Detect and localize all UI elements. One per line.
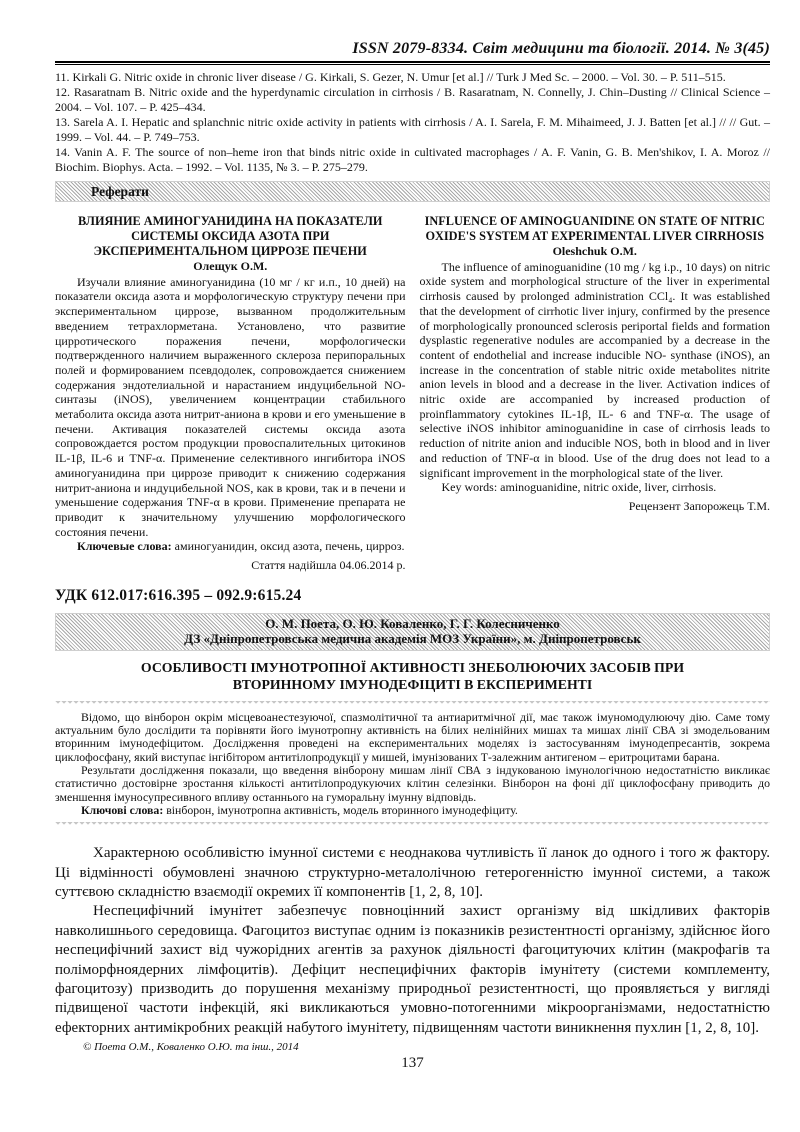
- abstract-author-en: Oleshchuk O.M.: [552, 244, 637, 258]
- copyright-note: © Поета О.М., Коваленко О.Ю. та інш., 2014: [83, 1041, 299, 1054]
- zigzag-divider-bottom: [55, 822, 770, 828]
- referaty-banner: [55, 181, 770, 202]
- abstract-title-ru: ВЛИЯНИЕ АМИНОГУАНИДИНА НА ПОКАЗАТЕЛИ СИСТЕМЫ ОКСИДА АЗОТА ПРИ ЭКСПЕРИМЕНТАЛЬНОМ ЦИРРОЗЕ ПЕЧЕНИ: [78, 214, 383, 258]
- abstract-keywords-en: [420, 480, 771, 495]
- abstract-author-ru: Олещук О.М.: [193, 259, 268, 273]
- abstract-column-russian: [55, 214, 406, 573]
- reference-item: 11. Kirkali G. Nitric oxide in chronic liver disease / G. Kirkali, S. Gezer, N. Umur [et al.] // Turk J Med Sc. – 2000. – Vol. 30. – P. 511–515.: [55, 70, 726, 84]
- keywords-label-en: Key words:: [441, 480, 498, 495]
- keywords-text-ru: аминогуанидин, оксид азота, печень, цирроз.: [171, 539, 405, 554]
- abstract-body-en: The influence of aminoguanidine (10 mg / kg i.p., 10 days) on nitric oxide system and morphological structure of the liver in experimental cirrhosis caused by prolonged administration CCl₄. It was established that the development of cirrhotic liver injury, confirmed by the presence of morphologically pronounced sclerosis periportal fields and formation dysplastic regenerative nodules are accompanied by a decrease in the content of endothelial and increase inducible NO- synthase (iNOS), an increase in the concentration of stable nitric oxide metabolites nitrite anion levels in blood and a decrease in the liver. Activation indices of nitric oxide are accompanied by increased production of proinflammatory cytokines IL-1β, IL- 6 and TNF-α. The usage of selective iNOS inhibitor aminoguanidine in case of cirrhosis leads to reduction of nitrite anion and inducible NOS, both in blood and in liver and reduction of TNF-α in blood. Use of the drug does not lead to a significant improvement in the morphological state of the liver.: [419, 259, 770, 480]
- body-paragraph: Характерною особливістю імунної системи є неоднакова чутливість її ланок до одного і того ж фактору. Ці відмінності обумовлені значною структурно-металолічною гетерогенністю імунної системи, а також суттєвою складністю взаємодії окремих її компонентів [1, 2, 8, 10].: [55, 845, 770, 900]
- keywords-text-uk: вінборон, імунотропна активність, модель вторинного імунодефіциту.: [163, 802, 518, 817]
- referaty-label: Реферати: [91, 183, 149, 199]
- body-paragraph: Неспецифічний імунітет забезпечує повноцінний захист організму від шкідливих факторів навколишнього середовища. Фагоцитоз виступає одним із показників резистентності організму, здійснює його неспецифічний захист від чужорідних агентів за рахунок діяльності фагоцитуючих клітин (макрофагів та поліморфноядерних лімфоцитів). Дефіцит неспецифічних факторів імунітету (системи комплементу, фагоцитозу) призводить до порушення механізму природньої резистентності, що проявляється у вигляді підвищеної частоти інфекцій, які викликаються умовно-потогенними мікроорганізмами, недостатністю ефекторних антимікробних реакцій набутого імунітету, підвищенням частоти виникнення пухлин [1, 2, 8, 10].: [55, 903, 770, 1036]
- article-abstract: [55, 711, 770, 817]
- article-body: [55, 844, 770, 1038]
- udk-code: УДК 612.017:616.395 – 092.9:615.24: [55, 586, 302, 604]
- abstract-title-en: INFLUENCE OF AMINOGUANIDINE ON STATE OF NITRIC OXIDE'S SYSTEM AT EXPERIMENTAL LIVER CIRRHOSIS: [424, 214, 765, 243]
- abstract-column-english: [420, 214, 771, 573]
- reference-item: 13. Sarela A. I. Hepatic and splanchnic nitric oxide activity in patients with cirrhosis / A. I. Sarela, F. M. Mihaimeed, J. J. Batten [et al.] // // Gut. – 1999. – Vol. 44. – P. 749–753.: [55, 115, 770, 144]
- article-affiliation: ДЗ «Дніпропетровська медична академія МОЗ України», м. Дніпропетровськ: [184, 631, 641, 647]
- references-list: [55, 70, 770, 175]
- reference-item: 14. Vanin A. F. The source of non–heme iron that binds nitric oxide in cultivated macrophages / A. F. Vanin, G. B. Men'shikov, I. A. Moroz // Biochim. Biophys. Acta. – 1992. – Vol. 1135, № 3. – P. 275–279.: [55, 145, 770, 174]
- page-number: 137: [401, 1055, 424, 1072]
- article-authors: О. М. Поета, О. Ю. Коваленко, Г. Г. Колесниченко: [265, 615, 560, 631]
- keywords-label-ru: Ключевые слова:: [77, 539, 172, 554]
- abstract-paragraph: Результати дослідження показали, що введення вінборону мишам лінії СВА з індукованою імунологічною недостатністю викликає статистично достовірне зростання кількості антитілопродукуючих клітин селезінки. Вінборон на фоні дії циклофосфану приводить до зменшення імуносупресивного впливу останнього на гуморальну імунну відповідь.: [55, 762, 770, 804]
- authors-banner: [55, 613, 770, 651]
- abstract-keywords-ru: [55, 539, 406, 554]
- reference-item: 12. Rasaratnam B. Nitric oxide and the hyperdynamic circulation in cirrhosis / B. Rasaratnam, N. Connelly, J. Chin–Dusting // Clinical Science – 2004. – Vol. 107. – P. 425–434.: [55, 85, 770, 114]
- abstract-body-ru: Изучали влияние аминогуанидина (10 мг / кг и.п., 10 дней) на показатели оксида азота и морфологическую структуру печени при экспериментальном циррозе, вызванном продолжительным введением тетрахлорметана. Установлено, что развитие цирротического поражения печени, морфологически подтвержденного наличием выраженного склероза перипоральных полей и формированием псевдодолек, сопровождается снижением содержания эндотелиальной и нарастанием индуцибельной NO-синтазы (iNOS), увеличением концентрации стабильного метаболита оксида азота нитрит-аниона в крови и его уменьшение в печени. Активация показателей системы оксида азота сопровождается ростом продукции провоспалительных цитокинов IL-1β, IL-6 и TNF-α. Применение селективного ингибитора iNOS аминогуанидина при циррозе приводит к снижению содержания нитрит-аниона и индуцибельной NOS, как в крови, так и в печени и уменьшение содержания TNF-α в крови. Применение препарата не приводит к значительному улучшению морфологического состояния печени.: [55, 274, 406, 539]
- article-title: ОСОБЛИВОСТІ ІМУНОТРОПНОЇ АКТИВНОСТІ ЗНЕБОЛЮЮЧИХ ЗАСОБІВ ПРИ ВТОРИННОМУ ІМУНОДЕФІЦИТІ В ЕКСПЕРИМЕНТІ: [140, 659, 685, 693]
- abstract-columns: [55, 214, 770, 573]
- article-reviewer: Рецензент Запорожець Т.М.: [628, 498, 770, 513]
- header-rule: [55, 61, 770, 65]
- abstract-paragraph: Відомо, що вінборон окрім місцевоанестезуючої, спазмолітичної та антиаритмічної дії, має також імуномодулюючу дію. Саме тому актуальним було дослідити та порівняти його імунотропну активність на білих нелінійних мишах та мишах лінії СВА зі змодельованим вторинним імунодефіцитом. Дослідження проведені на експериментальних моделях із застосуванням імунодепресантів, зокрема циклофосфану, який виступає інгібітором антитілопродукції у мишей, імунізованих Т-залежним антигеном – еритроцитами барана.: [55, 709, 770, 764]
- abstract-keywords: [55, 804, 770, 817]
- keywords-label-uk: Ключові слова:: [81, 802, 164, 817]
- journal-issn-header: ISSN 2079-8334. Світ медицини та біології. 2014. № 3(45): [352, 40, 770, 57]
- keywords-text-en: aminoguanidine, nitric oxide, liver, cirrhosis.: [497, 480, 717, 495]
- zigzag-divider-top: [55, 701, 770, 707]
- article-received-date: Стаття надійшла 04.06.2014 р.: [251, 558, 406, 573]
